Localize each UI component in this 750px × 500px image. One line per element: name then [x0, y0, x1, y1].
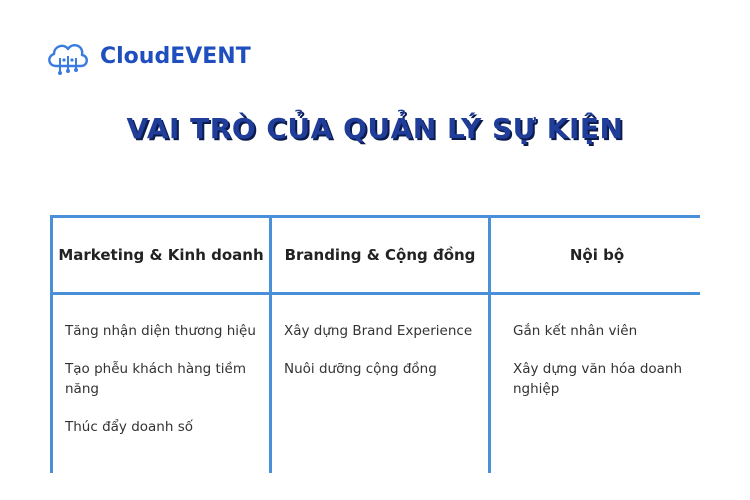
- list-item: Xây dựng văn hóa doanh nghiệp: [513, 361, 683, 397]
- list-item: Thúc đẩy doanh số: [65, 419, 193, 435]
- brand: [44, 36, 251, 76]
- column-header-internal: Nội bộ: [491, 218, 703, 292]
- column-body-marketing: [53, 295, 269, 473]
- brand-name: CloudEVENT: [100, 43, 251, 69]
- list-item: Xây dựng Brand Experience: [284, 323, 473, 339]
- column-body-internal: [491, 295, 703, 473]
- list-item: Tạo phễu khách hàng tiềm năng: [65, 361, 247, 397]
- roles-table: [50, 215, 700, 473]
- column-body-branding: [272, 295, 488, 473]
- page-title: VAI TRÒ CỦA QUẢN LÝ SỰ KIỆN: [126, 112, 624, 145]
- column-header-branding: Branding & Cộng đồng: [272, 218, 488, 292]
- list-item: Nuôi dưỡng cộng đồng: [284, 361, 437, 377]
- list-item: Tăng nhận diện thương hiệu: [65, 323, 256, 339]
- list-item: Gắn kết nhân viên: [513, 323, 638, 339]
- column-header-marketing: Marketing & Kinh doanh: [53, 218, 269, 292]
- cloud-circuit-icon: [44, 36, 92, 76]
